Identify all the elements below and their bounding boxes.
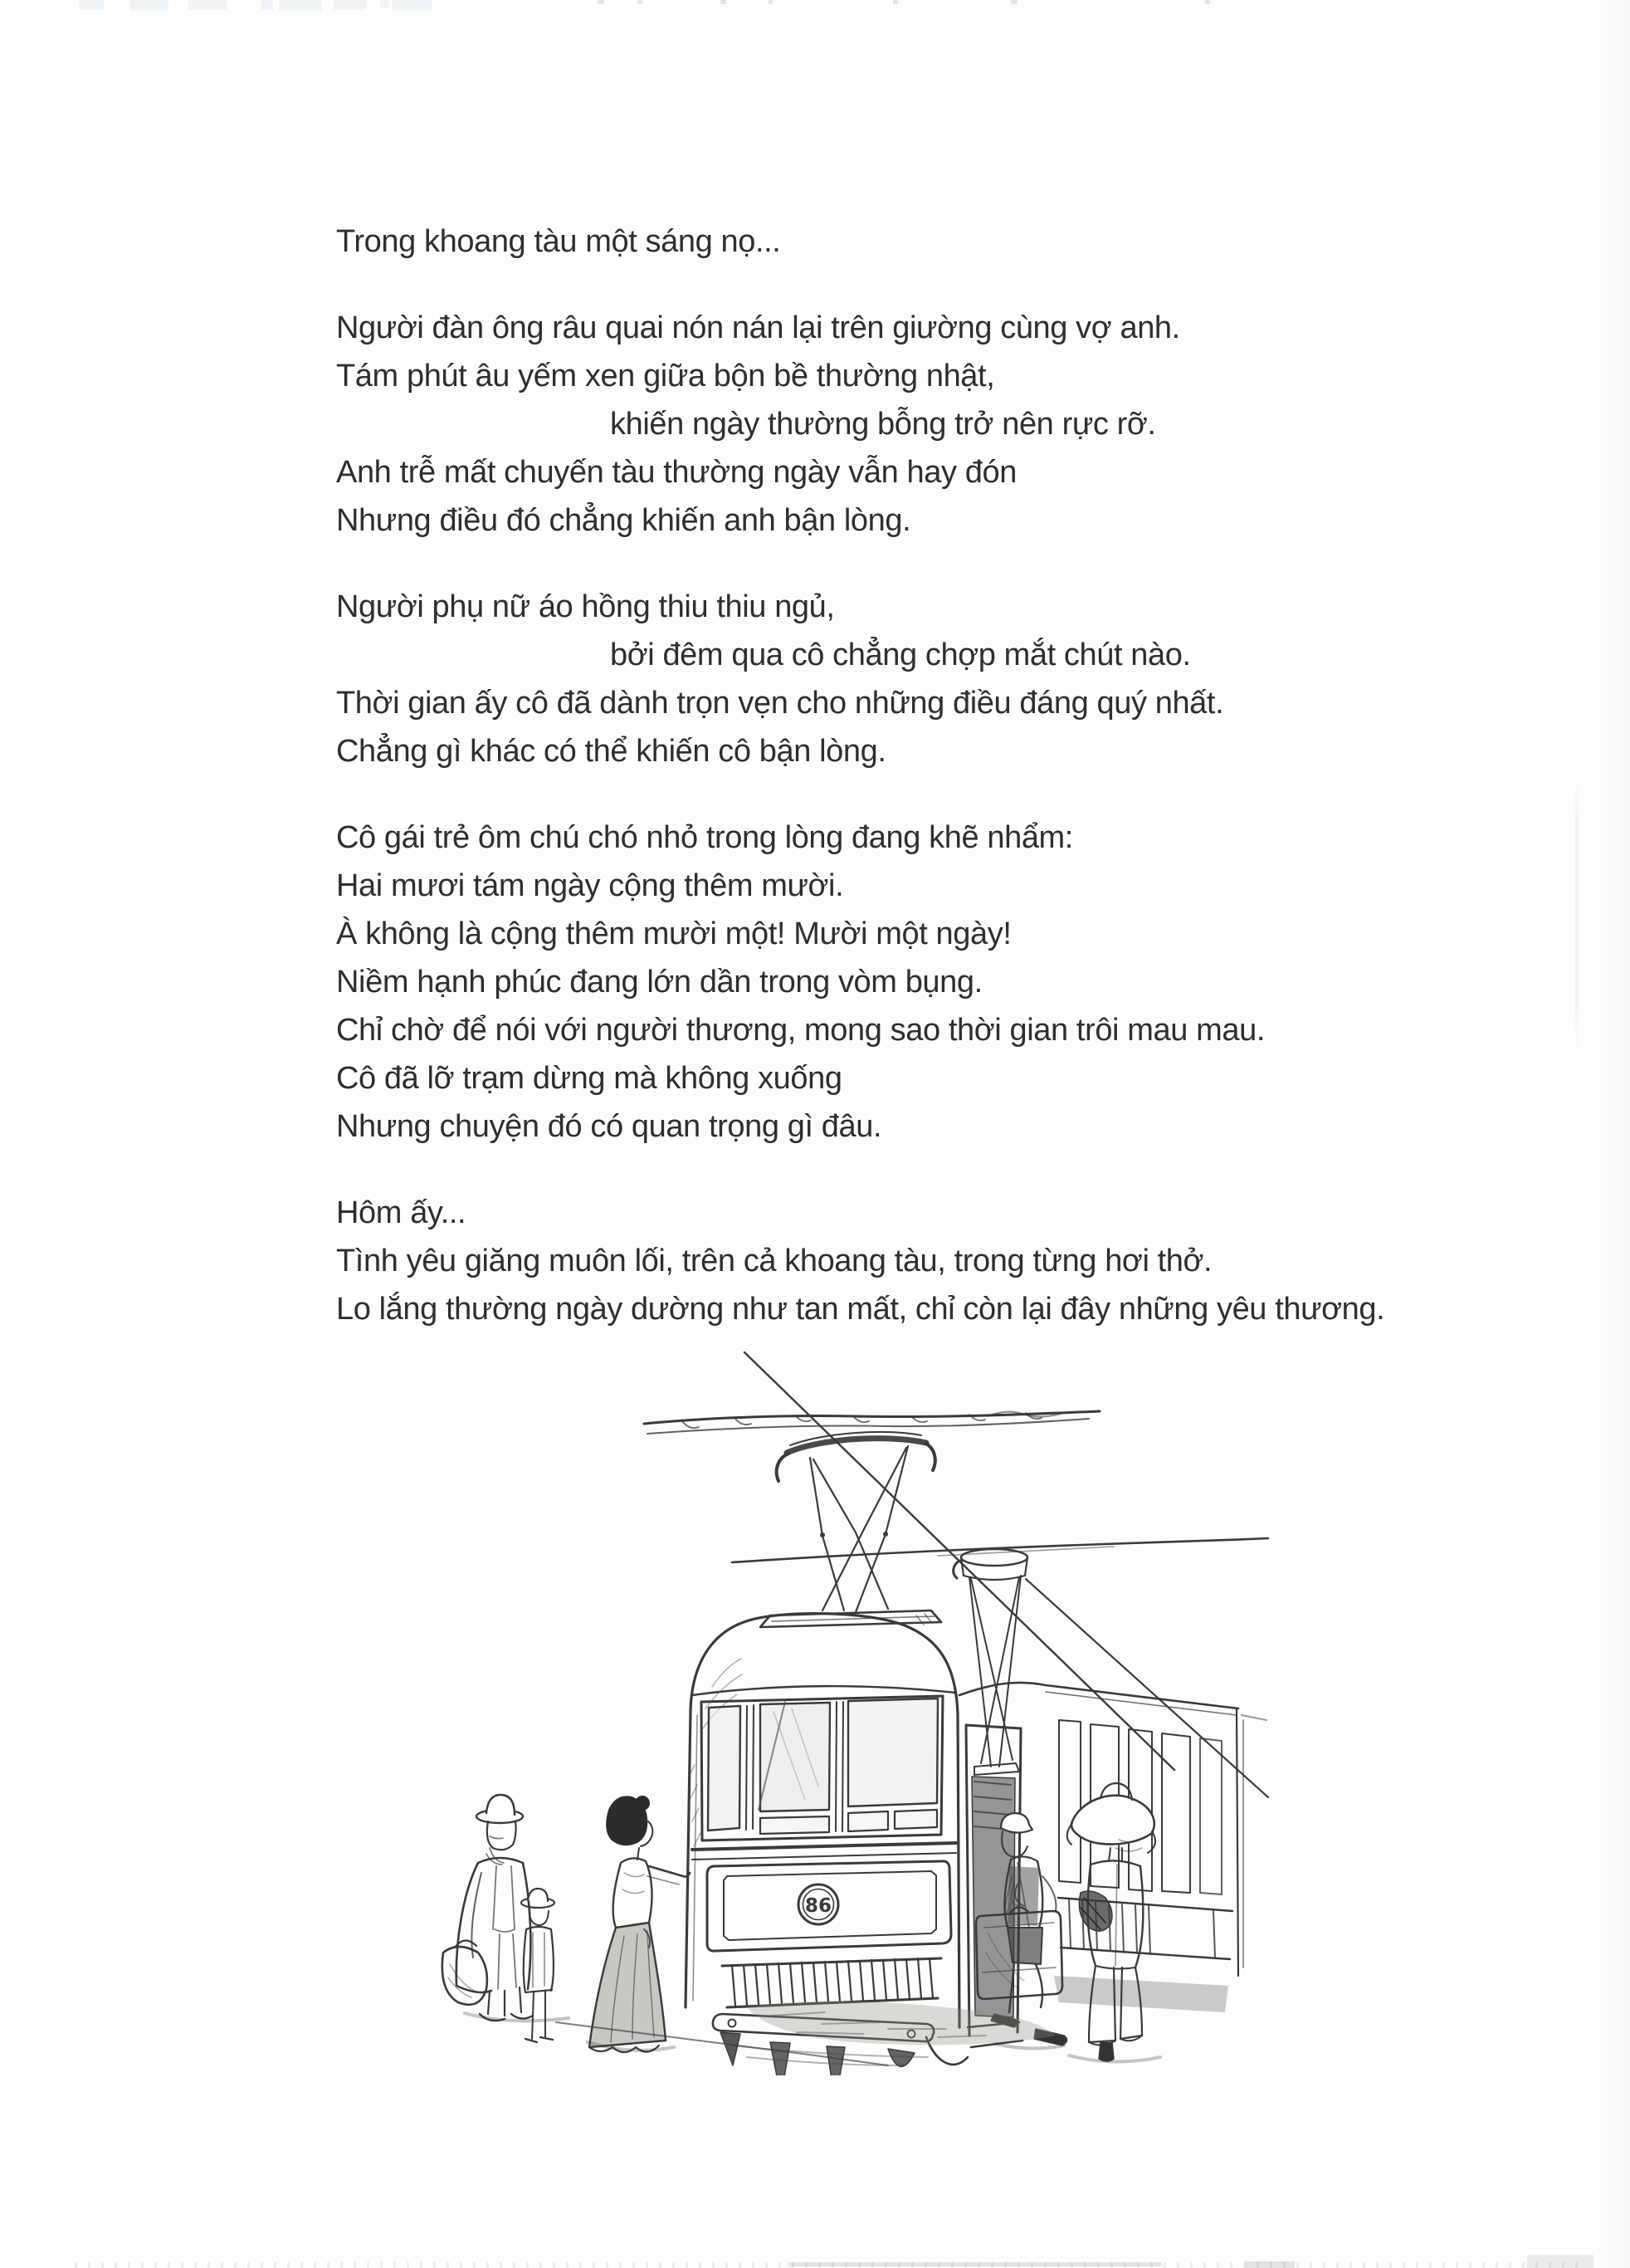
scan-smudge: [788, 2262, 1162, 2266]
woman-dress-sketch: [589, 1796, 690, 2052]
page-crease: [1575, 772, 1579, 1054]
poem-line: Chẳng gì khác có thể khiến cô bận lòng.: [336, 734, 886, 769]
poem-line: bởi đêm qua cô chẳng chợp mắt chút nào.: [610, 638, 1191, 672]
poem-line: Tám phút âu yếm xen giữa bộn bề thường nhật,: [336, 359, 995, 393]
page-edge-shade: [1593, 0, 1630, 2268]
poem-line: Nhưng điều đó chẳng khiến anh bận lòng.: [336, 503, 911, 538]
poem-line: Tình yêu giăng muôn lối, trên cả khoang tàu, trong từng hơi thở.: [336, 1244, 1213, 1278]
poem-line: Người phụ nữ áo hồng thiu thiu ngủ,: [336, 589, 835, 624]
scan-smudge: [1527, 2255, 1593, 2268]
woman-hat-sketch: [1067, 1783, 1155, 2061]
poem-text: [336, 218, 1385, 1333]
poem-line: Cô đã lỡ trạm dừng mà không xuống: [336, 1061, 842, 1096]
poem-line: Anh trễ mất chuyến tàu thường ngày vẫn hay đón: [336, 455, 1017, 490]
poem-line: Cô gái trẻ ôm chú chó nhỏ trong lòng đang khẽ nhẩm:: [336, 820, 1073, 855]
trolley-pole-sketch: [954, 1549, 1027, 1775]
poem-stanza: [336, 304, 1374, 545]
poem-line: À không là cộng thêm mười một! Mười một ngày!: [336, 916, 1012, 951]
poem-line: Hai mươi tám ngày cộng thêm mười.: [336, 868, 844, 903]
poem-line: khiến ngày thường bỗng trở nên rực rỡ.: [610, 407, 1156, 442]
tram-rear-car-sketch: [959, 1683, 1266, 2047]
tram-illustration: [357, 1312, 1270, 2075]
poem-line: Người đàn ông râu quai nón nán lại trên giường cùng vợ anh.: [336, 310, 1180, 345]
poem-stanza: [336, 218, 1374, 266]
poem-stanza: [336, 814, 1374, 1151]
poem-line: Nhưng chuyện đó có quan trọng gì đâu.: [336, 1109, 882, 1144]
scan-noise-top: [0, 0, 1630, 13]
pantograph-sketch: [760, 1432, 941, 1627]
poem-line: Hôm ấy...: [336, 1195, 466, 1230]
poem-line: Thời gian ấy cô đã dành trọn vẹn cho những điều đáng quý nhất.: [336, 686, 1224, 721]
poem-stanza: [336, 583, 1374, 775]
poem-line: Chỉ chờ để nói với người thương, mong sao thời gian trôi mau mau.: [336, 1013, 1266, 1048]
poem-line: Lo lắng thường ngày dường như tan mất, chỉ còn lại đây những yêu thương.: [336, 1292, 1385, 1327]
poem-line: Trong khoang tàu một sáng nọ...: [336, 224, 781, 259]
scan-smudge: [1245, 2261, 1295, 2268]
poem-line: Niềm hạnh phúc đang lớn dần trong vòm bụng.: [336, 965, 983, 1000]
tram-number: 86: [804, 1895, 832, 1917]
old-man-sketch: [442, 1795, 533, 2021]
